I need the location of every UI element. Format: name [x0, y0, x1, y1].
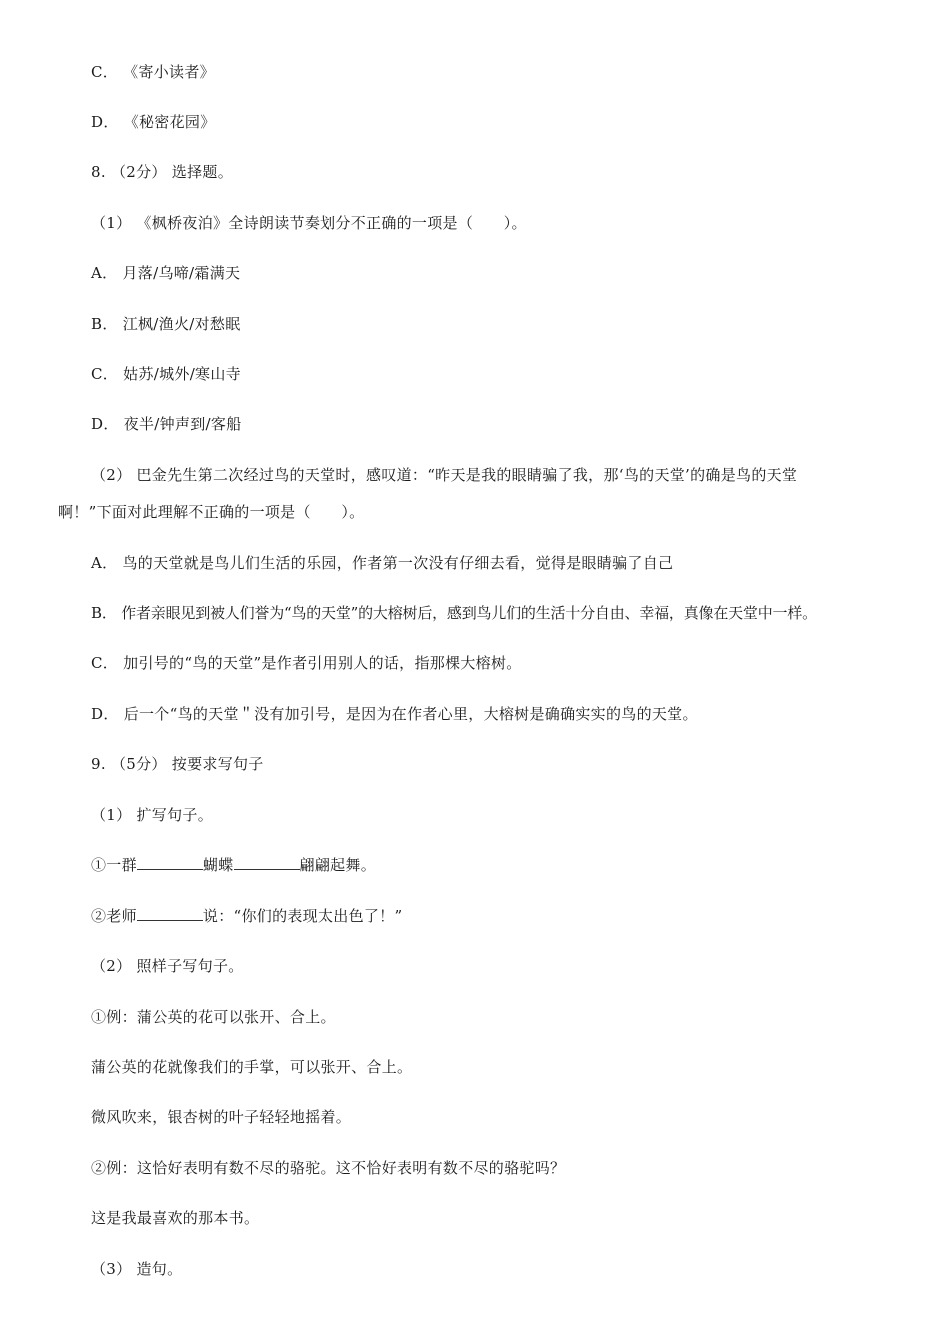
q9-sub3-title: （3） 造句。	[91, 1260, 183, 1278]
q8-sub2-stem-line2: 啊！”下面对此理解不正确的一项是（ ）。	[58, 503, 365, 521]
q9-sentence2	[91, 906, 402, 926]
q8-sub2-option-d: D． 后一个“鸟的天堂＂没有加引号，是因为在作者心里，大榕树是确确实实的鸟的天堂。	[91, 705, 698, 723]
q9-sub1-title: （1） 扩写句子。	[91, 806, 214, 824]
q8-sub1-option-a: A． 月落/乌啼/霜满天	[91, 264, 241, 282]
q9-example2-task: 这是我最喜欢的那本书。	[91, 1209, 260, 1227]
q9-example2: ②例：这恰好表明有数不尽的骆驼。这不恰好表明有数不尽的骆驼吗？	[91, 1159, 566, 1177]
q9-sentence1-part1: ①一群	[91, 856, 137, 874]
q8-sub2-stem-line1: （2） 巴金先生第二次经过鸟的天堂时，感叹道：“昨天是我的眼睛骗了我，那‘鸟的天堂’的确是鸟的天堂	[91, 466, 798, 484]
q9-example1: ①例：蒲公英的花可以张开、合上。	[91, 1008, 336, 1026]
q9-header: 9. （5分） 按要求写句子	[91, 755, 264, 773]
q9-example1-answer: 蒲公英的花就像我们的手掌，可以张开、合上。	[91, 1058, 413, 1076]
q9-sentence2-part1: ②老师	[91, 907, 137, 925]
q8-header: 8. （2分） 选择题。	[91, 163, 233, 181]
q8-sub1-option-d: D． 夜半/钟声到/客船	[91, 415, 242, 433]
q8-sub1-option-c: C． 姑苏/城外/寒山寺	[91, 365, 241, 383]
q7-option-d: D． 《秘密花园》	[91, 113, 216, 131]
answer-blank[interactable]	[234, 855, 300, 870]
answer-blank[interactable]	[137, 906, 203, 921]
q8-sub2-option-a: A． 鸟的天堂就是鸟儿们生活的乐园，作者第一次没有仔细去看，觉得是眼睛骗了自己	[91, 554, 674, 572]
q9-sentence1	[91, 855, 376, 875]
answer-blank[interactable]	[137, 855, 203, 870]
q8-sub2-option-b: B． 作者亲眼见到被人们誉为“鸟的天堂”的大榕树后，感到鸟儿们的生活十分自由、幸福，真像在天堂中一样。	[91, 604, 817, 622]
q9-sub2-title: （2） 照样子写句子。	[91, 957, 244, 975]
q9-sentence1-part3: 翩翩起舞。	[299, 856, 377, 874]
q9-example1-task: 微风吹来，银杏树的叶子轻轻地摇着。	[91, 1108, 352, 1126]
q8-sub1-stem: （1） 《枫桥夜泊》全诗朗读节奏划分不正确的一项是（ ）。	[91, 214, 527, 232]
q9-sentence1-part2: 蝴蝶	[202, 856, 234, 874]
q7-option-c: C． 《寄小读者》	[91, 63, 215, 81]
q8-sub1-option-b: B． 江枫/渔火/对愁眠	[91, 315, 241, 333]
q8-sub2-option-c: C． 加引号的“鸟的天堂”是作者引用别人的话，指那棵大榕树。	[91, 654, 522, 672]
q9-sentence2-part2: 说：“你们的表现太出色了！”	[202, 907, 403, 925]
